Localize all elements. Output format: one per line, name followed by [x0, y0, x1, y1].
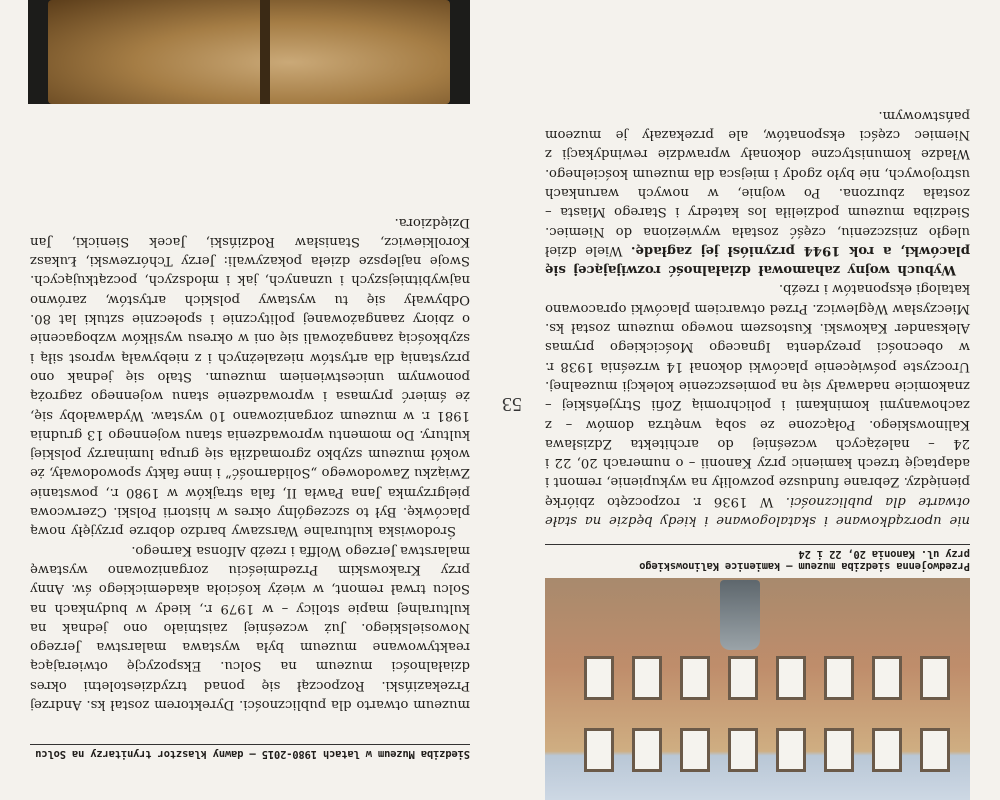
bold-lead: Wybuch wojny zahamował działalność rozwijającej się placówki, a rok 1944 przyniósł jej zagładę.: [545, 242, 970, 278]
caption-line: Siedziba Muzeum w latach 1980-2015 – dawny klasztor trynitarzy na Solcu: [35, 748, 470, 760]
page-number: 53: [502, 393, 522, 415]
photo-tenement-houses: [545, 578, 970, 800]
caption-tenement: [545, 544, 970, 572]
caption-line: Przedwojenna siedziba muzeum – kamienice Kalinowskiego: [639, 560, 970, 572]
paragraph-text: Środowiska kulturalne Warszawy bardzo dobrze przyjęły nową placówkę. Był to szczególny okres w historii Polski. Czerwcowa pielgrzymka Jana Pawła II, fala strajków w 1980 r., powstanie Związku Zawodowego „Solidarność” i inne fakty spowodowały, że wokół muzeum szybko zgromadziła się grupa luminarzy polskiej kultury. Do momentu wprowadzenia stanu wojennego 13 grudnia 1981 r. w muzeum zorganizowano 10 wystaw. Wydawałoby się, że śmierć prymasa i wprowadzenie stanu wojennego zagrożą ponownym unicestwieniem muzeum. Stało się jednak ono przystanią dla artystów niezależnych i z niebywałą wprost siłą i szybkością zaangażowali się oni w okresu wysiłków wzbogacenie o zbiory zaangażowanej politycznie i społecznie sztuki lat 80. Odbywały się tu wystawy polskich artystów, zarówno najwybitniejszych i uznanych, jak i młodszych, początkujących. Swoje najlepsze dzieła pokazywali: Jerzy Tchórzewski, Łukasz Korolkiewicz, Stanisław Rodziński, Jacek Sienicki, Jan Dziędziora.: [30, 214, 470, 539]
street-lamp: [720, 580, 760, 650]
paragraph-text: muzeum otwarto dla publiczności. Dyrektorem został ks. Andrzej Przekaziński. Rozpoczął się ponad trzydziestoletni okres działalności muzeum na Solcu. Ekspozycję otwierającą reaktywowane muzeum była wystawa malarstwa Jerzego Nowosielskiego. Już wcześniej zaistniało ono jednak na kulturalnej mapie stolicy – w 1979 r., kiedy w budynkach na Solcu trwał remont, w wieży kościoła akademickiego św. Anny przy Krakowskim Przedmieściu zorganizowano wystawę malarstwa Jerzego Wolffa i rzeźb Alfonsa Karnego.: [30, 542, 470, 712]
paragraph-text: Wiele dzieł uległo zniszczeniu, część została wywieziona do Niemiec. Siedziba muzeum podzieliła los katedry i Starego Miasta – została zburzona. Po wojnie, w nowych warunkach ustrojowych, nie było zgody i miejsca dla muzeum kościelnego. Władze komunistyczne dokonały wprawdzie rewindykacji z Niemiec części eksponatów, ale przekazały je muzeom państwowym.: [545, 107, 970, 258]
italic-lead: nie uporządkowane i skatalogowane i kiedy będzie na stałe otwarte dla publiczności.: [545, 493, 970, 528]
caption-line: przy ul. Kanonia 20, 22 i 24: [798, 548, 970, 560]
left-column-text: [30, 212, 470, 714]
paragraph-text: W 1936 r. rozpoczęto zbiórkę pieniędzy. Zebrane fundusze pozwoliły na wykupienie, remont i adaptację trzech kamienic przy Kanonii – o numerach 20, 22 i 24 – należących wcześniej do architekta Zdzisława Kalinowskiego. Połączone ze sobą wnętrza domów – z zachowanymi kominkami i polichromią Zofii Stryjeńskiej – znakomicie nadawały się na pomieszczenie kolekcji muzealnej. Uroczyste poświęcenie placówki dokonał 14 września 1938 r. w obecności prezydenta Ignacego Mościckiego prymas Aleksander Kakowski. Kustoszem nowego muzeum został ks. Mieczysław Węglewicz. Przed otwarciem placówki opracowano katalogi eksponatów i rzeźb.: [545, 281, 970, 509]
photo-old-book: [28, 0, 470, 104]
book-pages: [48, 0, 450, 104]
caption-solec: [30, 744, 470, 760]
window-row: [545, 640, 970, 700]
window-row: [545, 712, 970, 772]
book-spine: [260, 0, 270, 104]
right-column-text: [545, 105, 970, 530]
